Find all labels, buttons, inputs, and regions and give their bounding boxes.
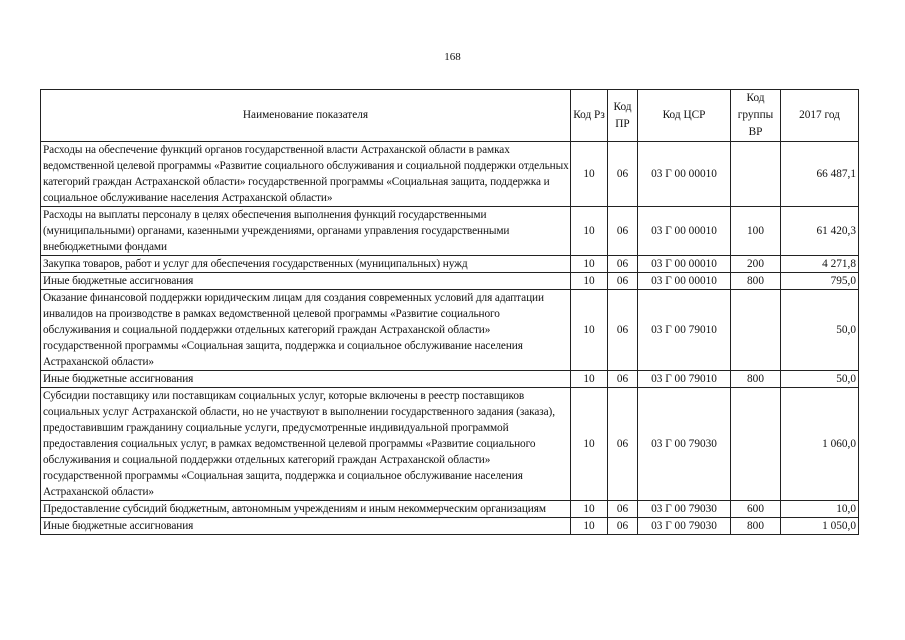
row-name: Предоставление субсидий бюджетным, автономным учреждениям и иным некоммерческим организациям (41, 501, 571, 518)
row-vr (731, 290, 781, 371)
row-pr: 06 (608, 388, 638, 501)
row-pr: 06 (608, 501, 638, 518)
row-amount: 61 420,3 (781, 207, 859, 256)
row-amount: 4 271,8 (781, 256, 859, 273)
row-name: Закупка товаров, работ и услуг для обеспечения государственных (муниципальных) нужд (41, 256, 571, 273)
table-row (41, 371, 859, 388)
row-rz: 10 (571, 388, 608, 501)
header-name: Наименование показателя (41, 90, 571, 142)
header-year: 2017 год (781, 90, 859, 142)
row-csr: 03 Г 00 00010 (638, 256, 731, 273)
row-csr: 03 Г 00 79030 (638, 518, 731, 535)
row-vr: 800 (731, 371, 781, 388)
row-amount: 10,0 (781, 501, 859, 518)
row-vr: 800 (731, 273, 781, 290)
row-vr: 800 (731, 518, 781, 535)
row-name: Иные бюджетные ассигнования (41, 371, 571, 388)
table-row (41, 207, 859, 256)
row-csr: 03 Г 00 00010 (638, 273, 731, 290)
row-name: Иные бюджетные ассигнования (41, 273, 571, 290)
header-pr: Код ПР (608, 90, 638, 142)
row-csr: 03 Г 00 79030 (638, 501, 731, 518)
row-name: Оказание финансовой поддержки юридическим лицам для создания современных условий для адаптации инвалидов на производстве в рамках ведомственной целевой программы «Развитие социального обслуживания и социальной поддержки отдельных категорий граждан Астраханской области» государственной программы «Социальная защита, поддержка и социальное обслуживание населения Астраханской области» (41, 290, 571, 371)
row-amount: 66 487,1 (781, 142, 859, 207)
table-row (41, 501, 859, 518)
row-name: Расходы на обеспечение функций органов государственной власти Астраханской области в рамках ведомственной целевой программы «Развитие социального обслуживания и социальной поддержки отдельных категорий граждан Астраханской области» государственной программы «Социальная защита, поддержка и социальное обслуживание населения Астраханской области» (41, 142, 571, 207)
page-number: 168 (444, 51, 461, 63)
row-vr (731, 142, 781, 207)
row-amount: 1 050,0 (781, 518, 859, 535)
header-vr: Код группы ВР (731, 90, 781, 142)
table-row (41, 256, 859, 273)
row-csr: 03 Г 00 79010 (638, 290, 731, 371)
row-vr: 200 (731, 256, 781, 273)
row-name: Иные бюджетные ассигнования (41, 518, 571, 535)
row-vr: 100 (731, 207, 781, 256)
table-row (41, 518, 859, 535)
row-name: Субсидии поставщику или поставщикам социальных услуг, которые включены в реестр поставщиков социальных услуг Астраханской области, но не участвуют в выполнении государственного задания (заказа), предоставившим гражданину социальные услуги, предусмотренные индивидуальной программой предоставления социальных услуг, в рамках ведомственной целевой программы «Развитие социального обслуживания и социальной поддержки отдельных категорий граждан Астраханской области» государственной программы «Социальная защита, поддержка и социальное обслуживание населения Астраханской области» (41, 388, 571, 501)
row-amount: 1 060,0 (781, 388, 859, 501)
row-vr (731, 388, 781, 501)
row-vr: 600 (731, 501, 781, 518)
row-amount: 50,0 (781, 290, 859, 371)
row-pr: 06 (608, 273, 638, 290)
row-pr: 06 (608, 518, 638, 535)
budget-table (40, 89, 859, 535)
row-csr: 03 Г 00 79030 (638, 388, 731, 501)
row-pr: 06 (608, 256, 638, 273)
row-pr: 06 (608, 290, 638, 371)
table-row (41, 273, 859, 290)
row-csr: 03 Г 00 79010 (638, 371, 731, 388)
row-rz: 10 (571, 371, 608, 388)
row-pr: 06 (608, 371, 638, 388)
row-rz: 10 (571, 256, 608, 273)
header-rz: Код Рз (571, 90, 608, 142)
row-csr: 03 Г 00 00010 (638, 207, 731, 256)
row-amount: 50,0 (781, 371, 859, 388)
table-row (41, 142, 859, 207)
table-row (41, 388, 859, 501)
row-rz: 10 (571, 207, 608, 256)
row-rz: 10 (571, 142, 608, 207)
row-pr: 06 (608, 142, 638, 207)
row-amount: 795,0 (781, 273, 859, 290)
row-rz: 10 (571, 501, 608, 518)
row-rz: 10 (571, 290, 608, 371)
row-rz: 10 (571, 273, 608, 290)
header-csr: Код ЦСР (638, 90, 731, 142)
row-pr: 06 (608, 207, 638, 256)
table-header-row (41, 90, 859, 142)
table-row (41, 290, 859, 371)
row-name: Расходы на выплаты персоналу в целях обеспечения выполнения функций государственными (муниципальными) органами, казенными учреждениями, органами управления государственными внебюджетными фондами (41, 207, 571, 256)
row-rz: 10 (571, 518, 608, 535)
row-csr: 03 Г 00 00010 (638, 142, 731, 207)
